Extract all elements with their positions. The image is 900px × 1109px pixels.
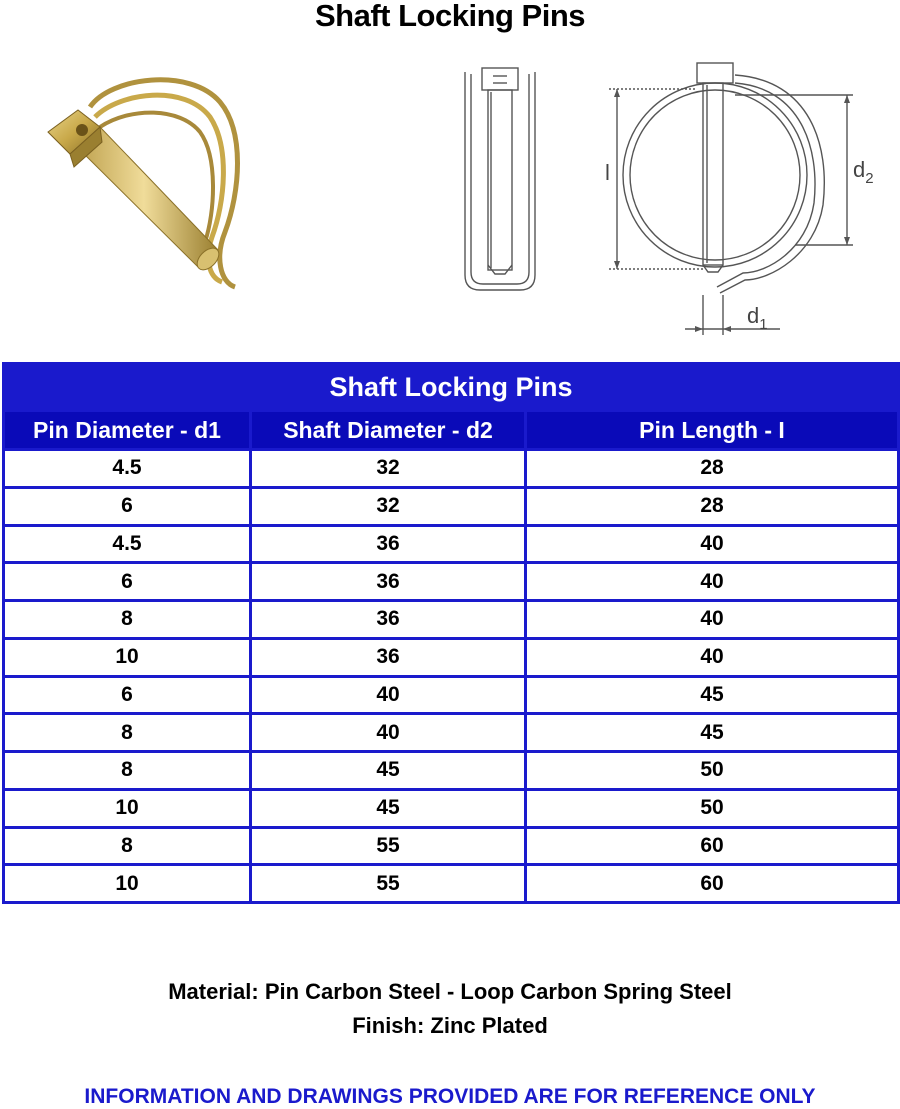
spec-table: [2, 362, 900, 904]
cell-d1: 4.5: [5, 451, 249, 486]
cell-d1: 6: [5, 489, 249, 524]
cell-l: 40: [527, 527, 897, 562]
header-pin-length: Pin Length - I: [527, 412, 897, 448]
cell-d1: 10: [5, 866, 249, 901]
cell-d1: 8: [5, 715, 249, 750]
table-row: [5, 753, 897, 788]
front-view-drawing: [595, 55, 895, 340]
cell-d2: 36: [252, 602, 524, 637]
cell-d2: 45: [252, 791, 524, 826]
table-row: [5, 640, 897, 675]
label-d1: $d_1$: [747, 303, 768, 333]
table-row: [5, 564, 897, 599]
finish-note: Finish: Zinc Plated: [352, 1013, 548, 1038]
table-row: [5, 489, 897, 524]
cell-d2: 40: [252, 678, 524, 713]
material-note: Material: Pin Carbon Steel - Loop Carbon Spring Steel: [168, 979, 732, 1004]
cell-l: 45: [527, 715, 897, 750]
side-view-drawing: [455, 60, 545, 300]
table-row: [5, 866, 897, 901]
cell-l: 60: [527, 829, 897, 864]
cell-d2: 40: [252, 715, 524, 750]
table-row: [5, 829, 897, 864]
cell-d1: 8: [5, 829, 249, 864]
cell-d1: 10: [5, 791, 249, 826]
cell-d1: 6: [5, 678, 249, 713]
cell-d2: 36: [252, 527, 524, 562]
header-pin-diameter: Pin Diameter - d1: [5, 412, 249, 448]
table-row: [5, 715, 897, 750]
table-row: [5, 678, 897, 713]
cell-d2: 45: [252, 753, 524, 788]
cell-d2: 55: [252, 829, 524, 864]
cell-d1: 10: [5, 640, 249, 675]
cell-l: 45: [527, 678, 897, 713]
cell-l: 28: [527, 451, 897, 486]
cell-l: 60: [527, 866, 897, 901]
cell-l: 50: [527, 791, 897, 826]
cell-d2: 32: [252, 489, 524, 524]
cell-l: 40: [527, 564, 897, 599]
product-photo: [40, 72, 260, 302]
label-d2: $d_2$: [853, 157, 874, 187]
table-caption: Shaft Locking Pins: [5, 365, 897, 409]
page-title: Shaft Locking Pins: [314, 0, 586, 33]
table-row: [5, 451, 897, 486]
table-row: [5, 527, 897, 562]
cell-d2: 55: [252, 866, 524, 901]
cell-l: 50: [527, 753, 897, 788]
header-shaft-diameter: Shaft Diameter - d2: [252, 412, 524, 448]
cell-d1: 8: [5, 753, 249, 788]
cell-l: 40: [527, 640, 897, 675]
table-row: [5, 791, 897, 826]
cell-l: 28: [527, 489, 897, 524]
label-l: l: [605, 160, 610, 185]
cell-d1: 8: [5, 602, 249, 637]
cell-l: 40: [527, 602, 897, 637]
cell-d2: 36: [252, 640, 524, 675]
disclaimer: INFORMATION AND DRAWINGS PROVIDED ARE FOR REFERENCE ONLY: [84, 1085, 816, 1108]
cell-d1: 4.5: [5, 527, 249, 562]
cell-d1: 6: [5, 564, 249, 599]
table-row: [5, 602, 897, 637]
cell-d2: 32: [252, 451, 524, 486]
cell-d2: 36: [252, 564, 524, 599]
